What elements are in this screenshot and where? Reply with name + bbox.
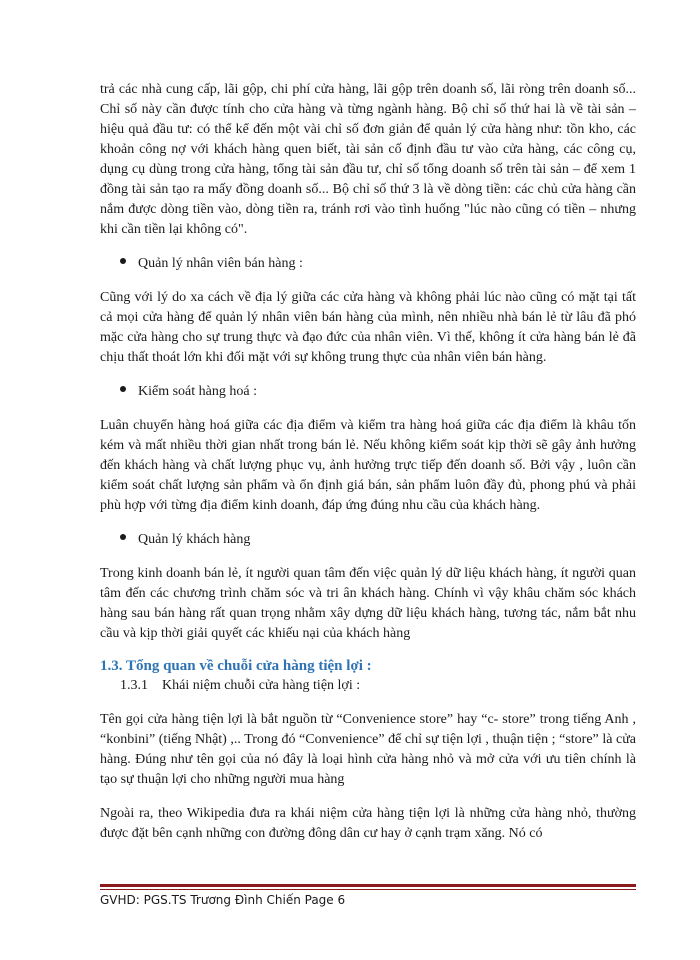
section-heading: 1.3. Tổng quan về chuỗi cửa hàng tiện lợi : [100, 658, 372, 674]
bullet-item-customer-management [120, 530, 636, 550]
bullet-item-staff-management [120, 254, 636, 274]
paragraph-financial-indicators: trả các nhà cung cấp, lãi gộp, chi phí cửa hàng, lãi gộp trên doanh số, lãi ròng trên doanh số... Chỉ số này cần được tính cho cửa hàng và từng ngành hàng. Bộ chỉ số thứ hai là về tài sản – hiệu quả đầu tư: có thể kể đến một vài chỉ số đơn giản để quản lý cửa hàng như: tồn kho, các khoản công nợ với khách hàng quen biết, tài sản cố định đầu tư vào cửa hàng, các công cụ, dụng cụ dùng trong cửa hàng, tổng tài sản đầu tư, chỉ số tổng doanh số trên tài sản – để xem 1 đồng tài sản tạo ra mấy đồng doanh số... Bộ chỉ số thứ 3 là về dòng tiền: các chủ cửa hàng cần nắm được dòng tiền vào, dòng tiền ra, tránh rơi vào tình huống "lúc nào cũng có tiền – nhưng khi cần tiền lại không có". [100, 82, 636, 237]
bullet-label: Quản lý khách hàng [138, 532, 251, 547]
subsection-title: Khái niệm chuỗi cửa hàng tiện lợi : [162, 678, 361, 693]
footer-rule [100, 884, 636, 887]
paragraph-wikipedia-definition: Ngoài ra, theo Wikipedia đưa ra khái niệm cửa hàng tiện lợi là những cửa hàng nhỏ, thường được đặt bên cạnh những con đường đông dân cư hay ở cạnh trạm xăng. Nó có [100, 806, 636, 841]
bullet-icon [120, 258, 126, 264]
paragraph-goods-control: Luân chuyển hàng hoá giữa các địa điểm và kiểm tra hàng hoá giữa các địa điểm là khâu tốn kém và mất nhiều thời gian nhất trong bán lẻ. Nếu không kiểm soát kịp thời sẽ gây ảnh hưởng đến khách hàng và chất lượng phục vụ, ảnh hưởng trực tiếp đến doanh số. Bởi vậy , luôn cần kiểm soát chất lượng sản phẩm và ổn định giá bán, sản phẩm luôn đầy đủ, phong phú và phải phù hợp với từng địa điểm kinh doanh, đáp ứng đúng nhu cầu của khách hàng. [100, 418, 636, 513]
bullet-label: Kiểm soát hàng hoá : [138, 384, 257, 399]
paragraph-customer-management: Trong kinh doanh bán lẻ, ít người quan tâm đến việc quản lý dữ liệu khách hàng, ít người quan tâm đến các chương trình chăm sóc và tri ân khách hàng. Chính vì vậy khâu chăm sóc khách hàng sau bán hàng rất quan trọng nhằm xây dựng dữ liệu khách hàng, tương tác, nắm bắt nhu cầu và kịp thời giải quyết các khiếu nại của khách hàng [100, 566, 636, 641]
page-footer: GVHD: PGS.TS Trương Đình Chiến Page 6 [100, 893, 346, 907]
bullet-item-goods-control [120, 382, 636, 402]
page-content [100, 80, 636, 844]
subsection-heading [120, 676, 636, 696]
bullet-icon [120, 534, 126, 540]
paragraph-staff-management: Cũng với lý do xa cách về địa lý giữa các cửa hàng và không phải lúc nào cũng có mặt tại tất cả mọi cửa hàng để quản lý nhân viên bán hàng của mình, nên nhiều nhà bán lẻ từ lâu đã phó mặc cửa hàng cho sự trung thực và đạo đức của nhân viên. Vì thế, không ít cửa hàng bán lẻ đã chịu thất thoát lớn khi đối mặt với sự không trung thực của nhân viên bán hàng. [100, 290, 636, 365]
paragraph-convenience-store-name: Tên gọi cửa hàng tiện lợi là bắt nguồn từ “Convenience store” hay “c- store” trong tiếng Anh , “konbini” (tiếng Nhật) ,.. Trong đó “Convenience” để chỉ sự tiện lợi , thuận tiện ; “store” là cửa hàng. Đúng như tên gọi của nó đây là loại hình cửa hàng nhỏ và mở cửa với ưu tiên chính là tạo sự thuận lợi cho những người mua hàng [100, 712, 636, 787]
subsection-number: 1.3.1 [120, 678, 148, 693]
footer-rule-thin [100, 889, 636, 890]
bullet-label: Quản lý nhân viên bán hàng : [138, 256, 303, 271]
bullet-icon [120, 386, 126, 392]
